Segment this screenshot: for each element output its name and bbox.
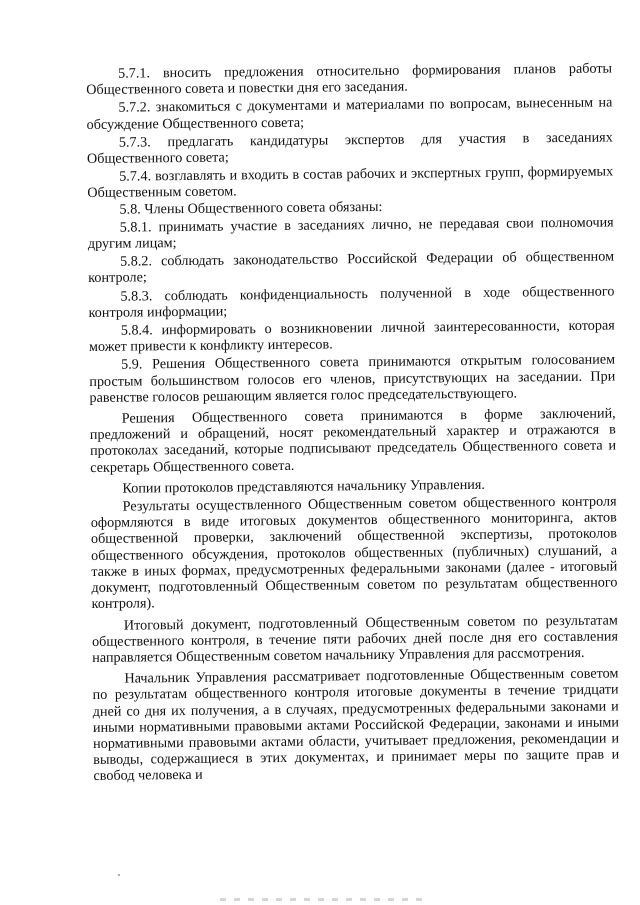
- paragraph-control-results: Результаты осуществленного Общественным советом общественного контроля оформляются в виде итоговых документов общественного мониторинга, актов общественной проверки, заключений общественной экспертизы, протоколов общественного обсуждения, протоколов общественных (публичных) слушаний, а также в иных формах, предусмотренных федеральными законами (далее - итоговый документ, подготовленный Общественным советом по результатам общественного контроля).: [90, 493, 618, 613]
- paragraph-5-8-3: 5.8.3. соблюдать конфиденциальность полученной в ходе общественного контроля информации;: [88, 283, 615, 321]
- scan-footer-smudge: [220, 898, 430, 901]
- paragraph-5-9: 5.9. Решения Общественного совета принимаются открытым голосованием простым большинством голосов его членов, присутствующих на заседании. При равенстве голосов решающим является голос председательствующего.: [89, 351, 616, 406]
- paragraph-5-7-4: 5.7.4. возглавлять и входить в состав рабочих и экспертных групп, формируемых Общественным советом.: [87, 163, 614, 202]
- paragraph-5-8: 5.8. Члены Общественного совета обязаны:: [119, 198, 383, 218]
- paragraph-5-8-1: 5.8.1. принимать участие в заседаниях лично, не передавая свои полномочия другим лицам;: [87, 214, 614, 253]
- paragraph-final-document: Итоговый документ, подготовленный Общественным советом по результатам общественного контроля, в течение пяти рабочих дней после дня его составления направляется Общественным советом начальнику Управления для рассмотрения.: [91, 611, 619, 666]
- scan-speck: [118, 874, 120, 876]
- paragraph-protocol-copies: Копии протоколов представляются начальнику Управления.: [122, 476, 485, 497]
- paragraph-decisions-form: Решения Общественного совета принимаются в форме заключений, предложений и обращений, носят рекомендательный характер и отражаются в протоколах заседаний, которые подписывают председатель Общественного совета и секретарь Общественного совета.: [89, 405, 617, 476]
- paragraph-5-7-2: 5.7.2. знакомиться с документами и материалами по вопросам, вынесенным на обсуждение Общественного совета;: [86, 94, 613, 133]
- paragraph-5-8-4: 5.8.4. информировать о возникновении личной заинтересованности, которая может привести к конфликту интересов.: [88, 317, 615, 356]
- paragraph-head-review: Начальник Управления рассматривает подготовленные Общественным советом по результатам общественного контроля итоговые документы в течение тридцати дней со дня их получения, а в случаях, предусмотренных федеральными законами и иными нормативными правовыми актами Российской Федерации, законами и иными нормативными правовыми актами области, учитывает предложения, рекомендации и выводы, содержащиеся в этих документах, и принимает меры по защите прав и свобод человека и: [92, 665, 620, 785]
- paragraph-5-7-1: 5.7.1. вносить предложения относительно формирования планов работы Общественного совета и повестки дня его заседания.: [86, 60, 613, 99]
- document-body: [86, 60, 619, 784]
- paragraph-5-8-2: 5.8.2. соблюдать законодательство Российской Федерации об общественном контроле;: [88, 248, 615, 287]
- paragraph-5-7-3: 5.7.3. предлагать кандидатуры экспертов для участия в заседаниях Общественного совета;: [86, 129, 613, 168]
